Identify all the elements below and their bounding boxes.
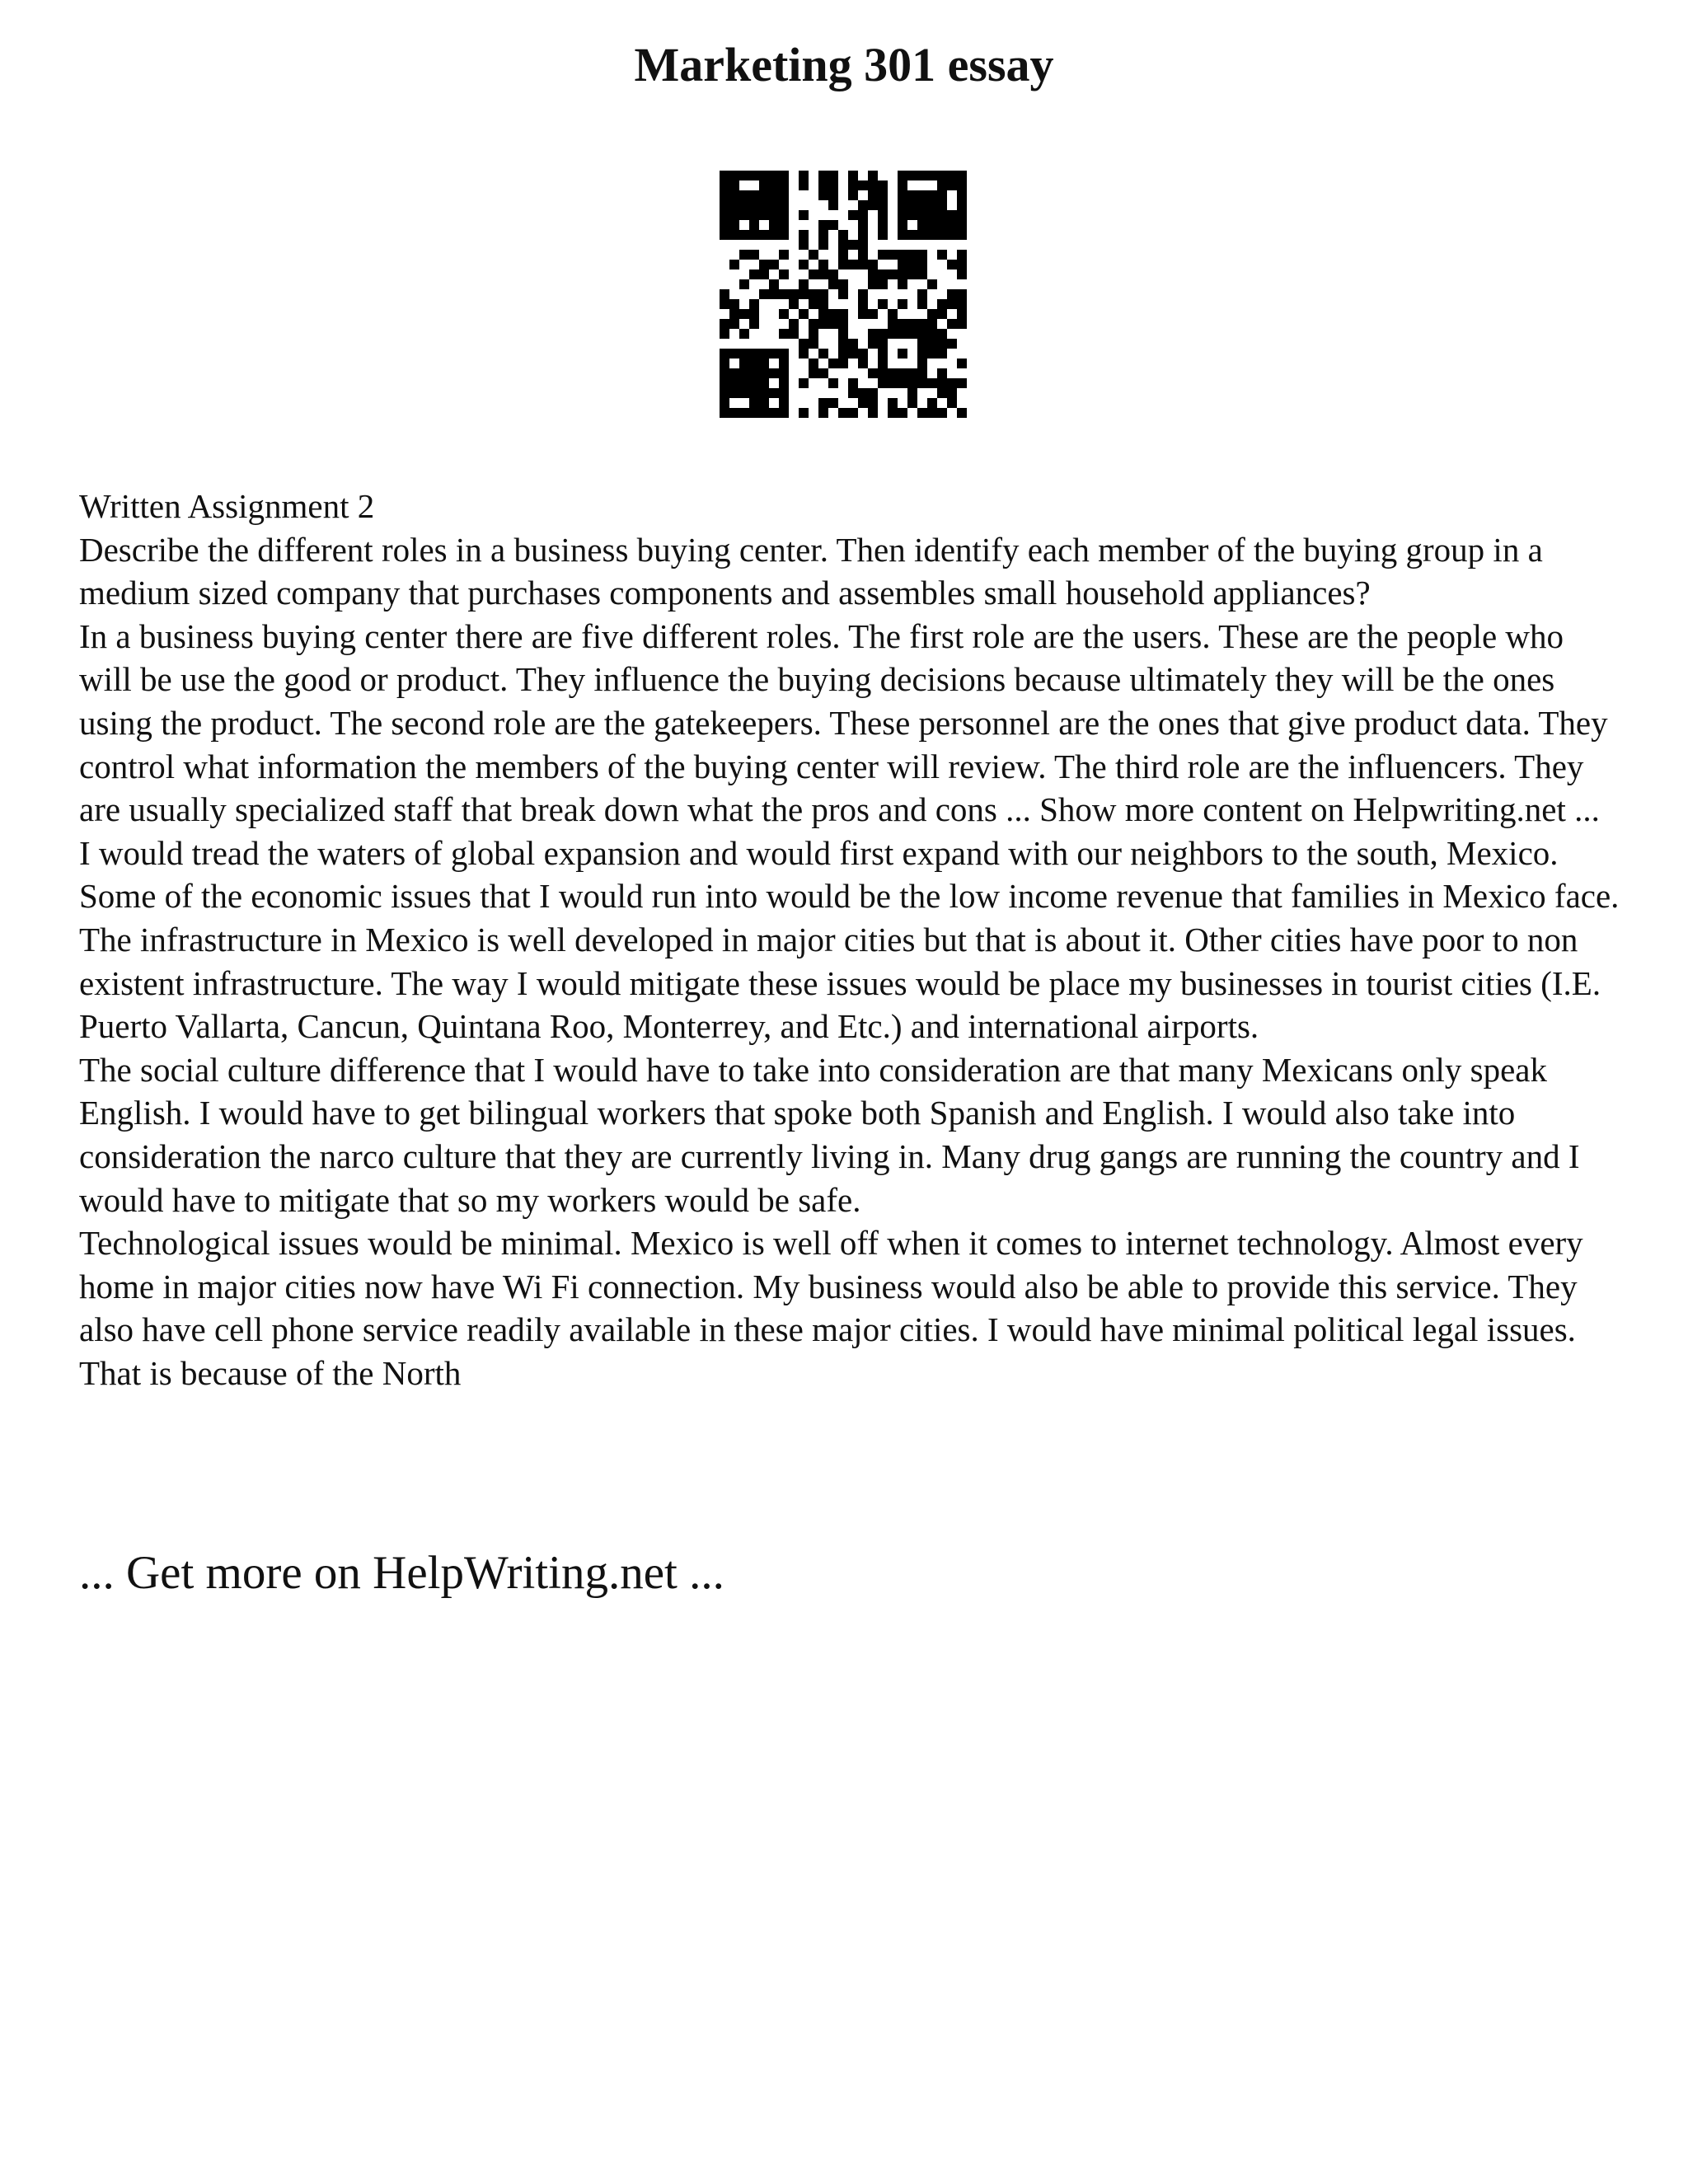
assignment-heading: Written Assignment 2 [79,487,375,525]
qr-code-icon [720,171,967,418]
essay-paragraph: The social culture difference that I would have to take into consideration are that many Mexicans only speak English. I would have to get bilingual workers that spoke both Spanish and English. I would also take into consideration the narco culture that they are currently living in. Many drug gangs are running the country and I would have to mitigate that so my workers would be safe. [79,1050,1580,1219]
get-more-link[interactable]: ... Get more on HelpWriting.net ... [79,1547,724,1599]
essay-paragraph: In a business buying center there are five different roles. The first role are the users. These are the people who will be use the good or product. They influence the buying decisions because ultimately they will be the ones using the product. The second role are the gatekeepers. These personnel are the ones that give product data. They control what information the members of the buying center will review. The third role are the influencers. They are usually specialized staff that break down what the pros and cons ... Show more content on Helpwriting.net ... [79,616,1608,829]
document-title: Marketing 301 essay [634,38,1054,91]
assignment-question: Describe the different roles in a business buying center. Then identify each member of the buying group in a medium sized company that purchases components and assembles small household appliances? [79,530,1543,612]
essay-body [79,485,1620,1394]
essay-paragraph: I would tread the waters of global expansion and would first expand with our neighbors to the south, Mexico. Some of the economic issues that I would run into would be the low income revenue that families in Mexico face. The infrastructure in Mexico is well developed in major cities but that is about it. Other cities have poor to non existent infrastructure. The way I would mitigate these issues would be place my businesses in tourist cities (I.E. Puerto Vallarta, Cancun, Quintana Roo, Monterrey, and Etc.) and international airports. [79,833,1620,1046]
essay-paragraph: Technological issues would be minimal. Mexico is well off when it comes to internet technology. Almost every home in major cities now have Wi Fi connection. My business would also be able to provide this service. They also have cell phone service readily available in these major cities. I would have minimal political legal issues. That is because of the North [79,1224,1583,1392]
